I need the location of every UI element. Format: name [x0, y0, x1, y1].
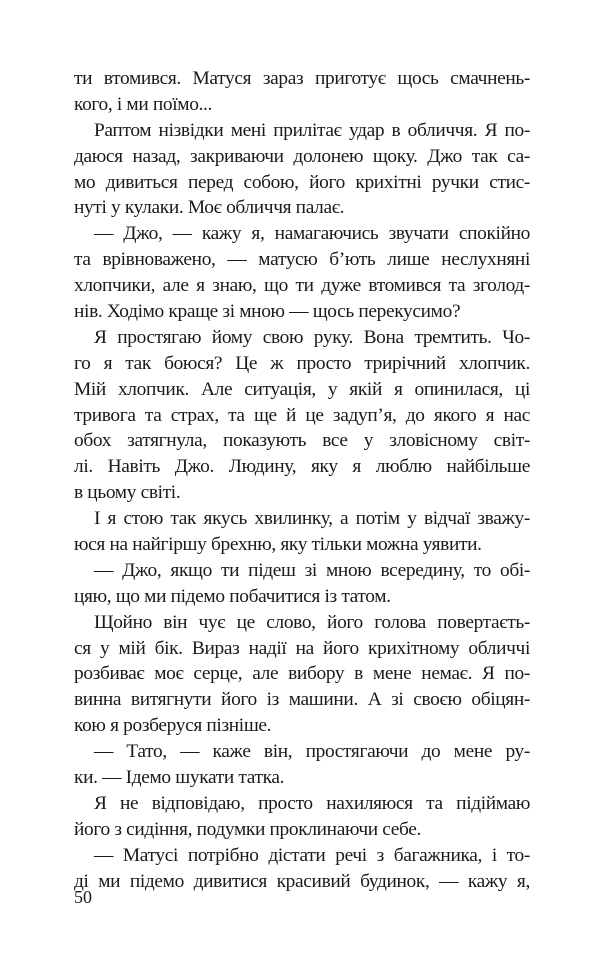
text-line: Щойно він чує це слово, його голова повертаєть-	[94, 611, 530, 633]
text-line: Мій хлопчик. Але ситуація, у якій я опинилася, ці	[74, 378, 530, 400]
text-line: ся у мій бік. Вираз надії на його крихітному обличчі	[74, 637, 530, 659]
text-line: мо дивиться перед собою, його крихітні ручки стис-	[74, 171, 530, 193]
text-line: Я простягаю йому свою руку. Вона тремтить. Чо-	[94, 326, 530, 348]
page-body	[74, 66, 530, 895]
text-line: в цьому світі.	[74, 482, 181, 504]
text-line: го я так боюся? Це ж просто трирічний хлопчик.	[74, 352, 530, 374]
text-line: кою я розберуся пізніше.	[74, 715, 272, 737]
text-line: нуті у кулаки. Моє обличчя палає.	[74, 197, 345, 219]
text-line: винна витягнути його із машини. А зі своєю обіцян-	[74, 689, 530, 711]
text-line: — Матусі потрібно дістати речі з багажника, і то-	[94, 844, 530, 866]
text-line: цяю, що ми підемо побачитися із татом.	[74, 585, 391, 607]
text-line: І я стою так якусь хвилинку, а потім у відчаї зважу-	[94, 508, 530, 530]
text-line: його з сидіння, подумки проклинаючи себе.	[74, 818, 422, 840]
text-line: — Тато, — каже він, простягаючи до мене ру-	[94, 741, 530, 763]
text-line: юся на найгіршу брехню, яку тільки можна уявити.	[74, 534, 482, 556]
text-line: Раптом нізвідки мені прилітає удар в обличчя. Я по-	[94, 119, 530, 141]
text-line: та врівноважено, — матусю б’ють лише неслухняні	[74, 249, 530, 271]
text-line: ти втомився. Матуся зараз приготує щось смачнень-	[74, 68, 530, 89]
text-line: даюся назад, закриваючи долонею щоку. Джо так са-	[74, 145, 530, 167]
page-number: 50	[74, 887, 92, 907]
text-line: Я не відповідаю, просто нахиляюся та підіймаю	[94, 792, 530, 814]
text-line: — Джо, — кажу я, намагаючись звучати спокійно	[94, 223, 530, 245]
text-line: ки. — Ідемо шукати татка.	[74, 767, 285, 789]
text-line: — Джо, якщо ти підеш зі мною всередину, то обі-	[94, 559, 530, 581]
text-line: нів. Ходімо краще зі мною — щось перекусимо?	[74, 301, 461, 323]
text-line: хлопчики, але я знаю, що ти дуже втомився та зголод-	[74, 275, 530, 297]
text-line: ді ми підемо дивитися красивий будинок, — кажу я,	[74, 870, 530, 892]
text-line: тривога та страх, та ще й це задуп’я, до якого я нас	[74, 404, 530, 426]
text-line: обох затягнула, показують все у зловісному світ-	[74, 430, 530, 452]
text-line: лі. Навіть Джо. Людину, яку я люблю найбільше	[74, 456, 530, 478]
text-line: кого, і ми поїмо...	[74, 93, 213, 115]
text-line: розбиває моє серце, але вибору в мене немає. Я по-	[74, 663, 530, 685]
